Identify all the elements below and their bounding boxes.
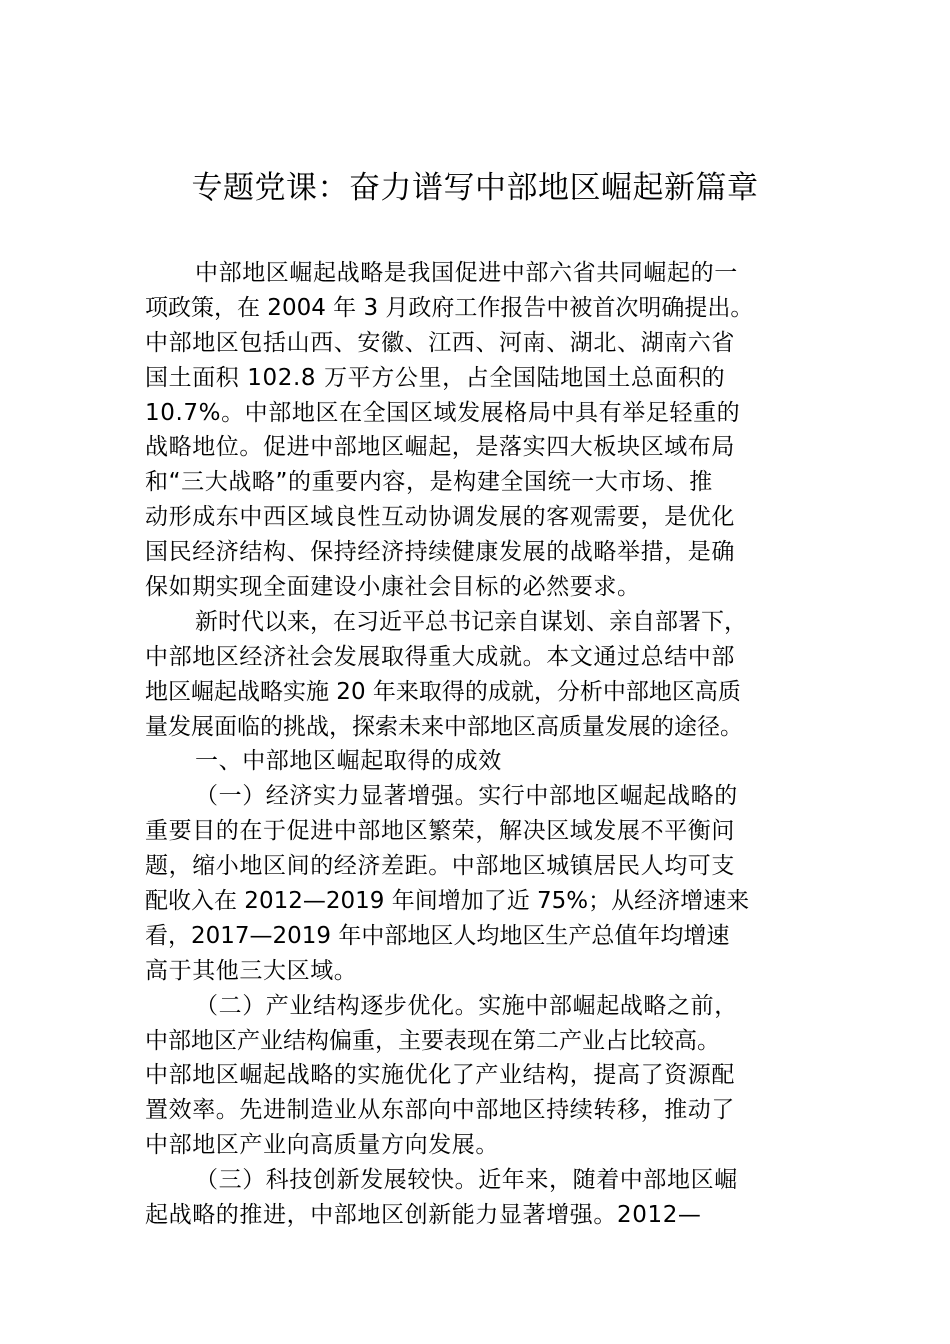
text-line-18: 题，缩小地区间的经济差距。中部地区城镇居民人均可支 [145,853,735,880]
text-line-11: 新时代以来，在习近平总书记亲自谋划、亲自部署下， [195,608,747,635]
text-line-3: 中部地区包括山西、安徽、江西、河南、湖北、湖南六省 [145,329,735,356]
text-line-25: 置效率。先进制造业从东部向中部地区持续转移，推动了 [145,1097,735,1124]
text-line-1: 中部地区崛起战略是我国促进中部六省共同崛起的一 [195,260,738,286]
text-line-2: 项政策，在 2004 年 3 月政府工作报告中被首次明确提出。 [145,294,754,321]
text-line-23: 中部地区产业结构偏重，主要表现在第二产业占比较高。 [145,1027,720,1054]
text-line-8: 动形成东中西区域良性互动协调发展的客观需要，是优化 [145,504,735,531]
text-line-7: 和“三大战略”的重要内容，是构建全国统一大市场、推 [145,469,713,496]
text-line-19: 配收入在 2012—2019 年间增加了近 75%；从经济增速来 [145,888,750,915]
text-line-10: 保如期实现全面建设小康社会目标的必然要求。 [145,574,641,601]
text-line-12: 中部地区经济社会发展取得重大成就。本文通过总结中部 [145,643,735,670]
text-line-13: 地区崛起战略实施 20 年来取得的成就，分析中部地区高质 [145,678,741,705]
text-line-9: 国民经济结构、保持经济持续健康发展的战略举措，是确 [145,539,735,566]
text-line-22: （二）产业结构逐步优化。实施中部崛起战略之前， [195,992,738,1019]
text-line-26: 中部地区产业向高质量方向发展。 [145,1132,499,1159]
text-line-24: 中部地区崛起战略的实施优化了产业结构，提高了资源配 [145,1062,735,1089]
text-line-27: （三）科技创新发展较快。近年来，随着中部地区崛 [195,1167,738,1194]
text-line-5: 10.7%。中部地区在全国区域发展格局中具有举足轻重的 [145,399,741,426]
document-title: 专题党课：奋力谱写中部地区崛起新篇章 [191,170,759,206]
text-line-28: 起战略的推进，中部地区创新能力显著增强。2012— [145,1202,702,1229]
text-line-14: 量发展面临的挑战，探索未来中部地区高质量发展的途径。 [145,713,743,740]
text-line-20: 看，2017—2019 年中部地区人均地区生产总值年均增速 [145,922,730,949]
text-line-6: 战略地位。促进中部地区崛起，是落实四大板块区域布局 [145,434,735,461]
text-line-21: 高于其他三大区域。 [145,957,358,984]
text-line-17: 重要目的在于促进中部地区繁荣，解决区域发展不平衡问 [145,818,735,845]
text-line-4: 国土面积 102.8 万平方公里，占全国陆地国土总面积的 [145,364,726,391]
text-line-16: （一）经济实力显著增强。实行中部地区崛起战略的 [195,783,738,810]
section-heading-1: 一、中部地区崛起取得的成效 [195,748,502,775]
document-body [145,256,815,1233]
